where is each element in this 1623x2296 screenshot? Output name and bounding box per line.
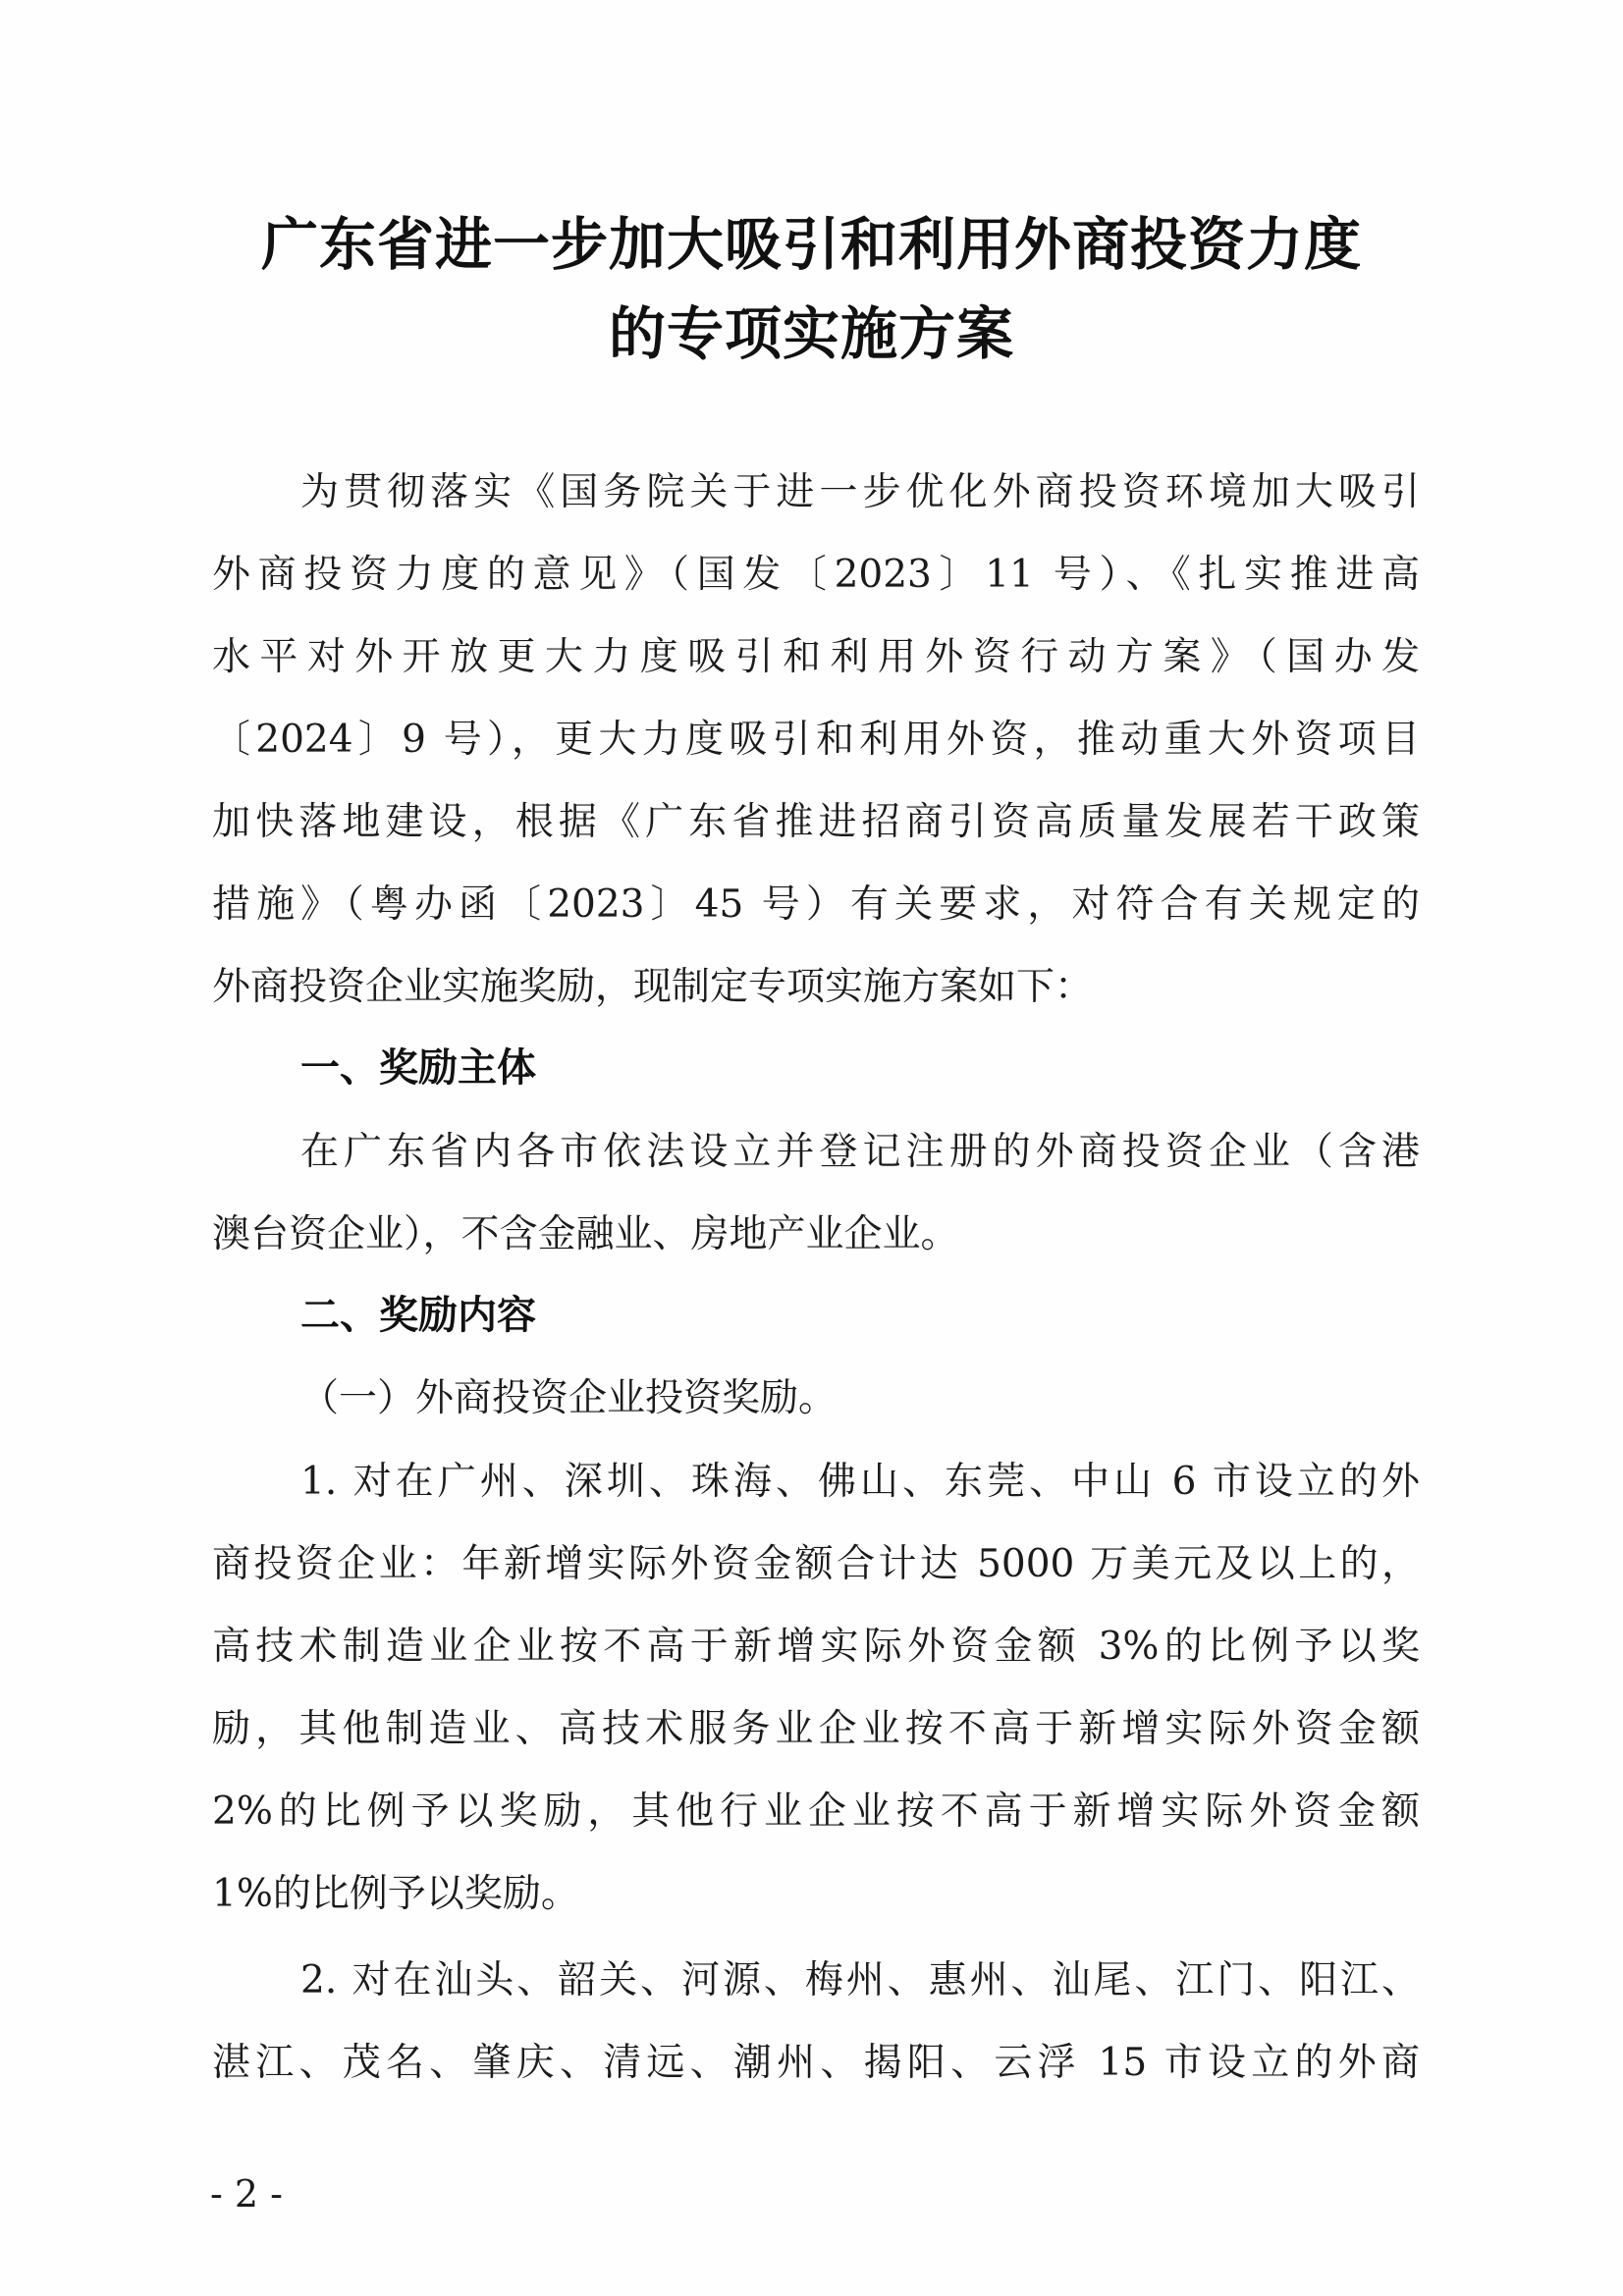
section-2-subheading: （一）外商投资企业投资奖励。 [300,1376,838,1420]
document-title-line-2: 的专项实施方案 [608,300,1014,367]
section-1-heading: 一、奖励主体 [300,1045,536,1091]
intro-paragraph-line: 为贯彻落实《国务院关于进一步优化外商投资环境加大吸引 [300,470,1420,514]
section-2-item-1-line: 1%的比例予以奖励。 [212,1872,579,1916]
section-2-heading: 二、奖励内容 [300,1293,536,1338]
section-2-item-1-line: 1. 对在广州、深圳、珠海、佛山、东莞、中山 6 市设立的外 [300,1460,1420,1504]
intro-paragraph-line: 〔2024〕9 号），更大力度吸引和利用外资，推动重大外资项目 [212,718,1420,762]
page-number: - 2 - [210,2172,284,2216]
intro-paragraph-line: 外商投资力度的意见》（国发〔2023〕11 号）、《扎实推进高 [212,553,1420,597]
section-1-line: 在广东省内各市依法设立并登记注册的外商投资企业（含港 [300,1130,1420,1174]
section-2-item-1-line: 励，其他制造业、高技术服务业企业按不高于新增实际外资金额 [212,1707,1420,1751]
section-2-item-1-line: 高技术制造业企业按不高于新增实际外资金额 3%的比例予以奖 [212,1625,1420,1669]
section-2-item-1-line: 商投资企业：年新增实际外资金额合计达 5000 万美元及以上的， [212,1542,1420,1586]
section-2-item-2-line: 2. 对在汕头、韶关、河源、梅州、惠州、汕尾、江门、阳江、 [300,1958,1420,2002]
section-2-item-1-line: 2%的比例予以奖励，其他行业企业按不高于新增实际外资金额 [212,1789,1420,1834]
intro-paragraph-line: 加快落地建设，根据《广东省推进招商引资高质量发展若干政策 [212,800,1420,844]
document-title-line-1: 广东省进一步加大吸引和利用外商投资力度 [260,211,1362,278]
intro-paragraph-line: 外商投资企业实施奖励，现制定专项实施方案如下： [212,965,1094,1009]
intro-paragraph-line: 措施》（粤办函〔2023〕45 号）有关要求，对符合有关规定的 [212,882,1420,927]
section-2-item-2-line: 湛江、茂名、肇庆、清远、潮州、揭阳、云浮 15 市设立的外商 [212,2041,1420,2085]
section-1-line: 澳台资企业），不含金融业、房地产业企业。 [212,1212,959,1256]
intro-paragraph-line: 水平对外开放更大力度吸引和利用外资行动方案》（国办发 [212,635,1420,679]
